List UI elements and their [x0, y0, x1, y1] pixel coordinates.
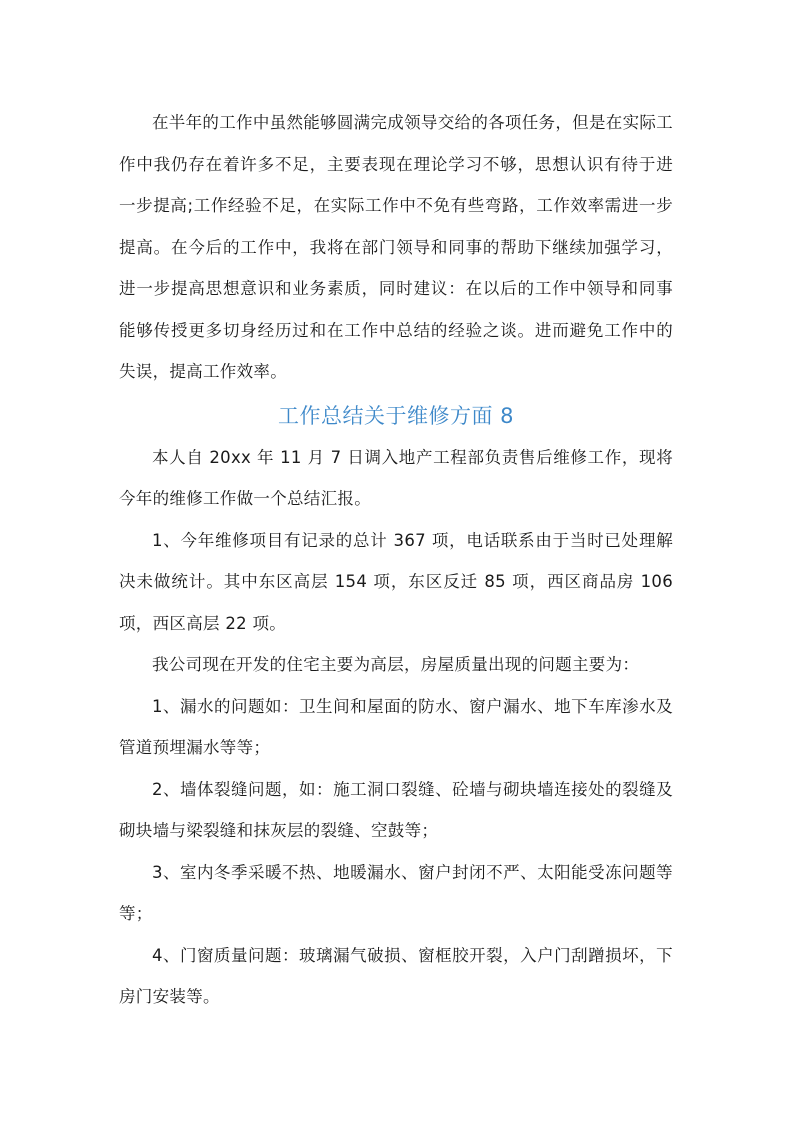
- document-body: [119, 102, 673, 1018]
- paragraph-quality-intro: 我公司现在开发的住宅主要为高层，房屋质量出现的问题主要为：: [152, 655, 640, 674]
- paragraph-repair-count: 1、今年维修项目有记录的总计 367 项，电话联系由于当时已处理解决未做统计。其中东区高层 154 项，东区反迁 85 项，西区商品房 106 项，西区高层 22 项。: [119, 530, 673, 633]
- paragraph-doors-windows: 4、门窗质量问题：玻璃漏气破损、窗框胶开裂，入户门刮蹭损坏，下房门安装等。: [119, 945, 673, 1006]
- intro-paragraph: 在半年的工作中虽然能够圆满完成领导交给的各项任务，但是在实际工作中我仍存在着许多不足，主要表现在理论学习不够，思想认识有待于进一步提高;工作经验不足，在实际工作中不免有些弯路，工作效率需进一步提高。在今后的工作中，我将在部门领导和同事的帮助下继续加强学习，进一步提高思想意识和业务素质，同时建议：在以后的工作中领导和同事能够传授更多切身经历过和在工作中总结的经验之谈。进而避免工作中的失误，提高工作效率。: [119, 113, 673, 381]
- section-title: 工作总结关于维修方面 8: [277, 403, 515, 428]
- paragraph-heating: 3、室内冬季采暖不热、地暖漏水、窗户封闭不严、太阳能受冻问题等等；: [119, 862, 673, 923]
- paragraph-assignment: 本人自 20xx 年 11 月 7 日调入地产工程部负责售后维修工作，现将今年的维修工作做一个总结汇报。: [119, 447, 673, 508]
- paragraph-wall-cracks: 2、墙体裂缝问题，如：施工洞口裂缝、砼墙与砌块墙连接处的裂缝及砌块墙与梁裂缝和抹灰层的裂缝、空鼓等；: [119, 779, 673, 840]
- paragraph-leakage: 1、漏水的问题如：卫生间和屋面的防水、窗户漏水、地下车库渗水及管道预埋漏水等等；: [119, 696, 673, 757]
